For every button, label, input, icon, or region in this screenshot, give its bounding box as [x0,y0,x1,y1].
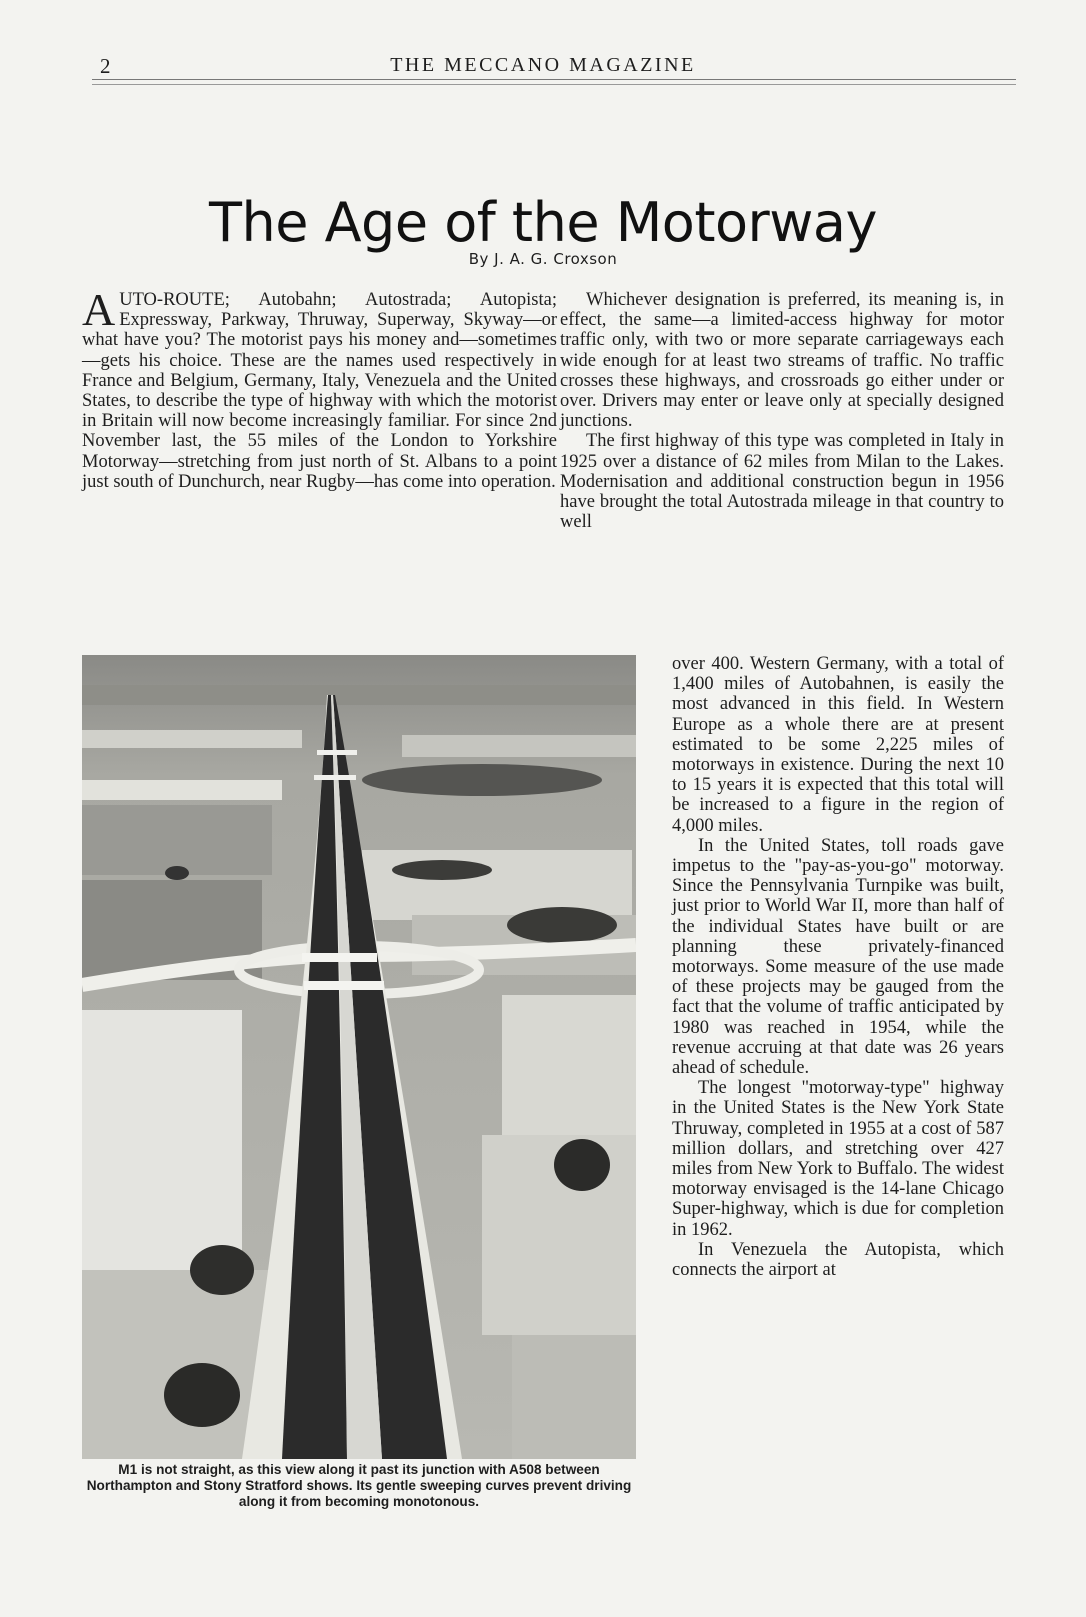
right-column-top [560,290,1004,532]
page-number: 2 [100,54,112,78]
paragraph-europe: over 400. Western Germany, with a total of 1,400 miles of Autobahnen, is easily the most advanced in this field. In Western Europe as a whole there are at present estimated to be some 2,225 miles of motorways in existence. During the next 10 to 15 years it is expected that this total will be increased to a figure in the region of 4,000 miles. [672,654,1004,836]
byline: By J. A. G. Croxson [468,250,618,268]
paragraph-italy: The first highway of this type was completed in Italy in 1925 over a distance of 62 miles from Milan to the Lakes. Modernisation and additional construction begun in 1956 have brought the total Autostrada mileage in that country to well [560,431,1004,533]
paragraph-united-states: In the United States, toll roads gave impetus to the "pay-as-you-go" motorway. Since the Pennsylvania Turnpike was built, just prior to World War II, more than half of the individual States have built or are planning these privately-financed motorways. Some measure of the use made of these projects may be gauged from the fact that the volume of traffic anticipated by 1980 was reached in 1954, while the revenue accruing at that date was 26 years ahead of schedule. [672,835,1004,1079]
article-title: The Age of the Motorway [209,191,877,255]
intro-paragraph [82,284,557,492]
left-column [82,284,557,492]
paragraph-thruway: The longest "motorway-type" highway in the United States is the New York State Thruway, completed in 1955 at a cost of 587 million dollars, and stretching over 427 miles from New York to Buffalo. The widest motorway envisaged is the 14-lane Chicago Super-highway, which is due for completion in 1962. [672,1078,1004,1240]
intro-text: UTO-ROUTE; Autobahn; Autostrada; Autopista; Expressway, Parkway, Thruway, Superway, Skyway—or what have you? The motorist pays his money and—sometimes—gets his choice. These are the names used respectively in France and Belgium, Germany, Italy, Venezuela and the United States, to describe the type of highway with which the motorist in Britain will now become increasingly familiar. For since 2nd November last, the 55 miles of the London to Yorkshire Motorway—stretching from just north of St. Albans to a point just south of Dunchurch, near Rugby—has come into operation. [82,290,557,492]
aerial-motorway-image [82,655,636,1459]
header-rule [92,79,1016,85]
paragraph-definition: Whichever designation is preferred, its meaning is, in effect, the same—a limited-access highway for motor traffic only, with two or more separate carriageways each wide enough for at least two streams of traffic. No traffic crosses these highways, and crossroads go either under or over. Drivers may enter or leave only at specially designed junctions. [560,290,1004,432]
motorway-photo [82,655,636,1459]
running-head: THE MECCANO MAGAZINE [390,54,696,76]
photo-caption: M1 is not straight, as this view along it past its junction with A508 between Northampton and Stony Stratford shows. Its gentle sweeping curves prevent driving along it from becoming monotonous. [86,1462,632,1509]
right-column-lower [672,654,1004,1280]
drop-cap: A [82,284,116,335]
paragraph-venezuela: In Venezuela the Autopista, which connects the airport at [672,1239,1004,1281]
